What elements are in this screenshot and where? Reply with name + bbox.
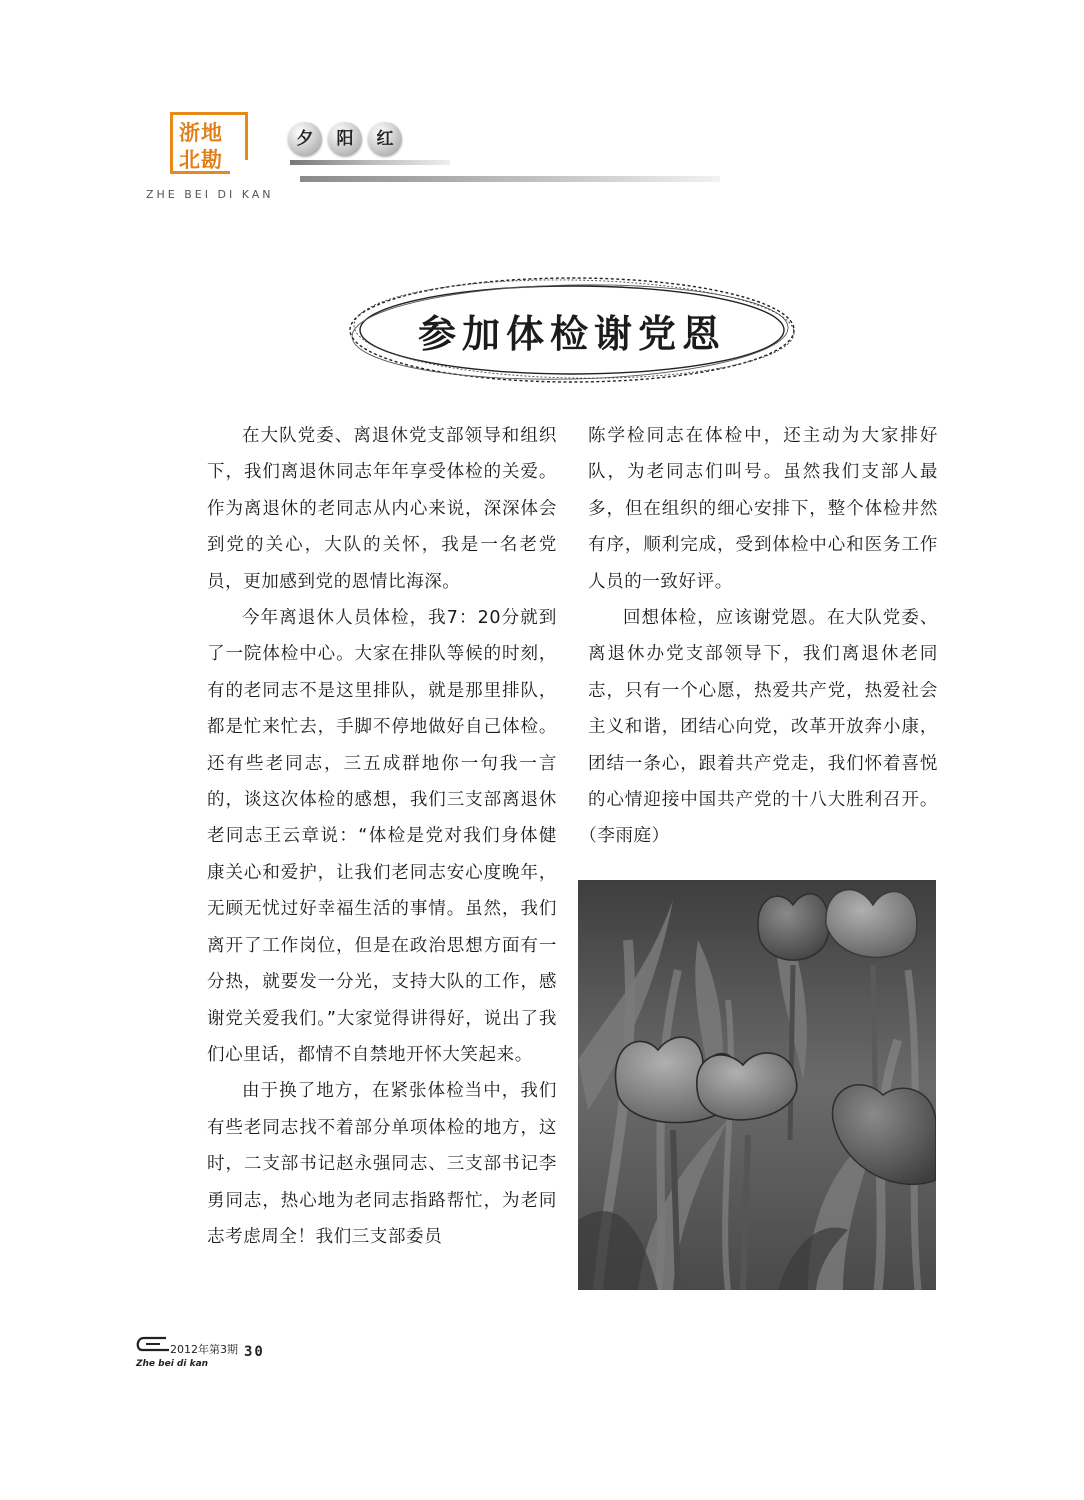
paragraph-4-text: 回想体检，应该谢党恩。在大队党委、离退休办党支部领导下，我们离退休老同志，只有一个心愿，热爱共产党，热爱社会主义和谐，团结心向党，改革开放奔小康，团结一条心，跟着共产党走，我们怀着喜悦的心情迎接中国共产党的十八大胜利召开。 bbox=[588, 608, 938, 811]
column-tag-underline bbox=[290, 160, 450, 165]
footer-logo bbox=[136, 1336, 172, 1360]
paragraph-3-continued: 陈学检同志在体检中，还主动为大家排好队，为老同志们叫号。虽然我们支部人最多，但在组织的细心安排下，整个体检井然有序，顺利完成，受到体检中心和医务工作人员的一致好评。 bbox=[588, 426, 938, 592]
article-title: 参加体检谢党恩 bbox=[417, 310, 726, 356]
paragraph-3: 由于换了地方，在紧张体检当中，我们有些老同志找不着部分单项体检的地方，这时，二支部书记赵永强同志、三支部书记李勇同志，热心地为老同志指路帮忙，为老同志考虑周全！我们三支部委员 bbox=[207, 1081, 557, 1247]
logo-line-2: 北勘 bbox=[179, 147, 223, 172]
tulip-image bbox=[578, 880, 936, 1290]
article-column-left bbox=[207, 418, 557, 1255]
footer-issue: 2012年第3期 bbox=[170, 1343, 238, 1356]
paragraph-1: 在大队党委、离退休党支部领导和组织下，我们离退休同志年年享受体检的关爱。作为离退休的老同志从内心来说，深深体会到党的关心，大队的关怀，我是一名老党员，更加感到党的恩情比海深。 bbox=[207, 426, 557, 592]
tulip-photo bbox=[578, 880, 936, 1290]
column-char-2: 阳 bbox=[328, 122, 362, 156]
article-column-right bbox=[588, 418, 938, 855]
logo-subtitle: ZHE BEI DI KAN bbox=[146, 188, 274, 201]
column-char-3: 红 bbox=[368, 122, 402, 156]
paragraph-4 bbox=[588, 600, 938, 855]
column-char-1: 夕 bbox=[288, 122, 322, 156]
logo-notch bbox=[230, 160, 248, 174]
header-rule bbox=[300, 176, 720, 182]
magazine-logo bbox=[170, 112, 248, 174]
article-title-frame bbox=[344, 272, 800, 388]
article-author: （李雨庭） bbox=[588, 826, 670, 847]
page-number: 30 bbox=[244, 1344, 265, 1360]
footer-subtitle: Zhe bei di kan bbox=[136, 1359, 209, 1369]
logo-line-1: 浙地 bbox=[179, 120, 223, 145]
paragraph-2: 今年离退休人员体检，我7：20分就到了一院体检中心。大家在排队等候的时刻，有的老同志不是这里排队，就是那里排队，都是忙来忙去，手脚不停地做好自己体检。还有些老同志，三五成群地你一句我一言的，谈这次体检的感想，我们三支部离退休老同志王云章说：“体检是党对我们身体健康关心和爱护，让我们老同志安心度晚年，无顾无忧过好幸福生活的事情。虽然，我们离开了工作岗位，但是在政治思想方面有一分热，就要发一分光，支持大队的工作，感谢党关爱我们。”大家觉得讲得好，说出了我们心里话，都情不自禁地开怀大笑起来。 bbox=[207, 608, 557, 1065]
column-tag bbox=[288, 122, 408, 156]
footer-logo-mark bbox=[136, 1336, 172, 1356]
